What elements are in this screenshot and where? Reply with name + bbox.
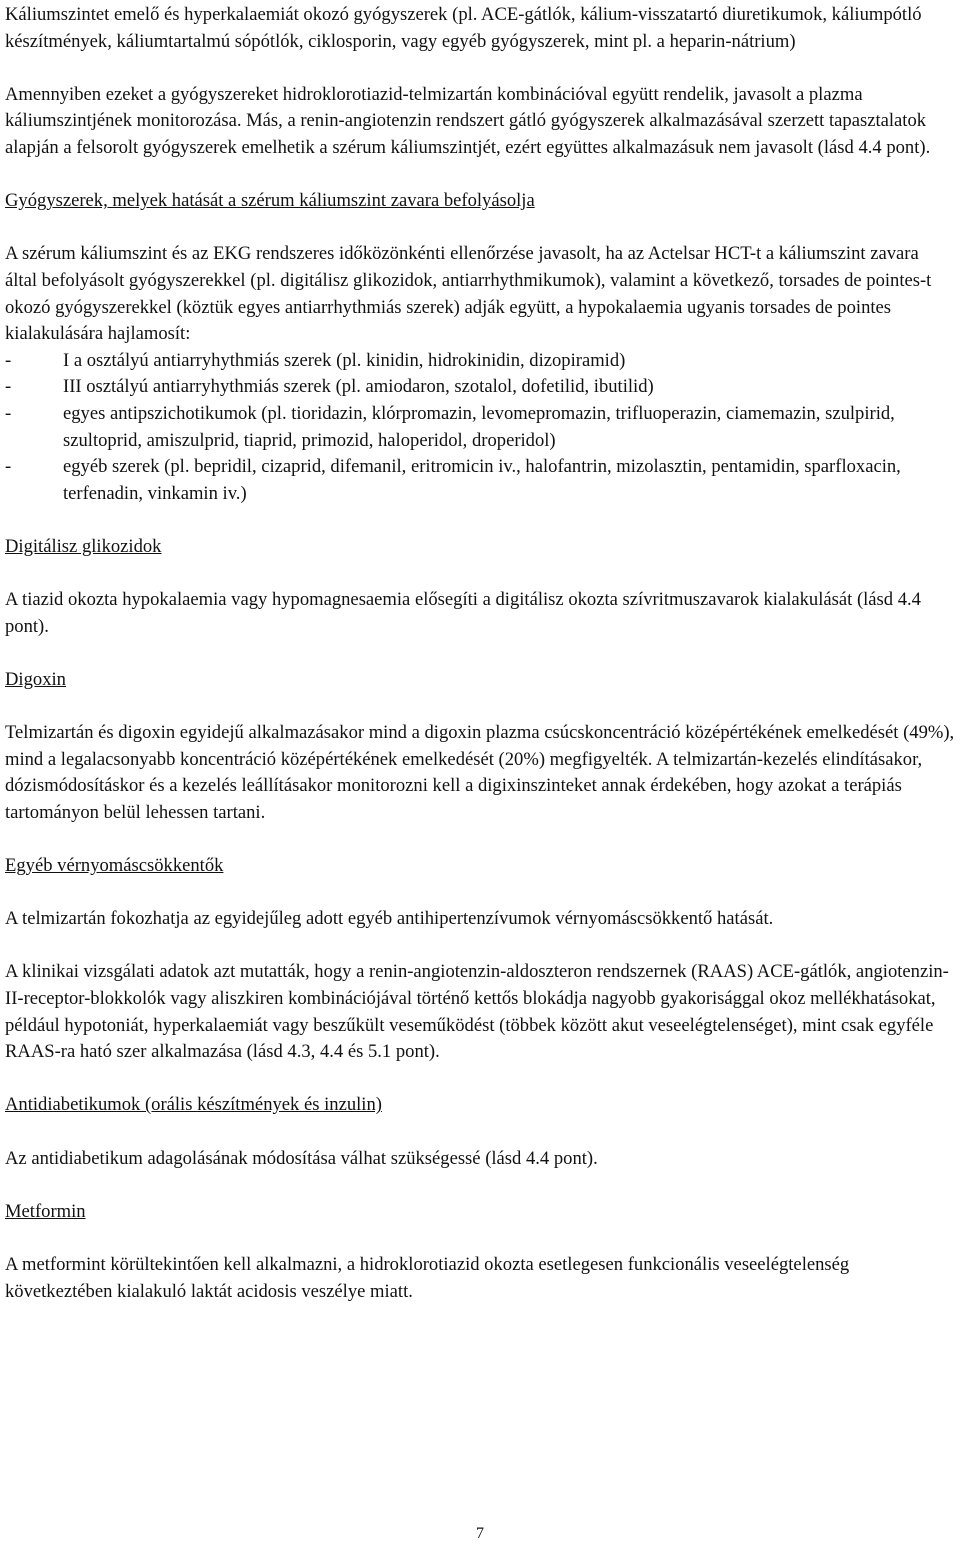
- section-heading: Digitálisz glikozidok: [5, 535, 162, 557]
- intro-paragraph-2: Amennyiben ezeket a gyógyszereket hidroklorotiazid-telmizartán kombinációval együtt rendelik, javasolt a plazma káliumszintjének monitorozása. Más, a renin-angiotenzin rendszert gátló gyógyszerek alkalmazásával szerzett tapasztalatok alapján a felsorolt gyógyszerek emelhetik a szérum káliumszintjét, ezért együttes alkalmazásuk nem javasolt (lásd 4.4 pont).: [5, 83, 931, 158]
- section-paragraph: Az antidiabetikum adagolásának módosítása válhat szükségessé (lásd 4.4 pont).: [5, 1147, 598, 1169]
- intro-paragraph-1: Káliumszintet emelő és hyperkalaemiát okozó gyógyszerek (pl. ACE-gátlók, kálium-visszatartó diuretikumok, káliumpótló készítmények, káliumtartalmú sópótlók, ciklosporin, vagy egyéb gyógyszerek, mint pl. a heparin-nátrium): [5, 4, 922, 52]
- list-dash: -: [5, 402, 12, 424]
- list-dash: -: [5, 376, 12, 398]
- section-paragraph: A szérum káliumszint és az EKG rendszeres időközönkénti ellenőrzése javasolt, ha az Actelsar HCT-t a káliumszint zavara által befolyásolt gyógyszerekkel (pl. digitálisz glikozidok, antiarrhythmikumok), valamint a következő, torsades de pointes-t okozó gyógyszerekkel (köztük egyes antiarrhythmiás szerek) adják együtt, a hypokalaemia ugyanis torsades de pointes kialakulására hajlamosít:: [5, 243, 932, 345]
- section-heading: Gyógyszerek, melyek hatását a szérum káliumszint zavara befolyásolja: [5, 190, 535, 212]
- section-heading: Metformin: [5, 1200, 86, 1222]
- document-page: [5, 2, 955, 1305]
- section-other-antihypertensives: [5, 853, 955, 1066]
- page-number: 7: [476, 1525, 484, 1542]
- section-paragraph: A tiazid okozta hypokalaemia vagy hypomagnesaemia elősegíti a digitálisz okozta szívritmuszavarok kialakulását (lásd 4.4 pont).: [5, 589, 921, 637]
- section-heading: Antidiabetikumok (orális készítmények és inzulin): [5, 1094, 382, 1116]
- section-heading: Digoxin: [5, 668, 66, 690]
- list-item: [5, 454, 955, 507]
- section-metformin: [5, 1199, 955, 1305]
- section-paragraph: Telmizartán és digoxin egyidejű alkalmazásakor mind a digoxin plazma csúcskoncentráció középértékének emelkedését (49%), mind a legalacsonyabb koncentráció középértékének emelkedését (20%) megfigyelték. A telmizartán-kezelés elindításakor, dózismódosításkor és a kezelés leállításakor monitorozni kell a digixinszinteket annak érdekében, hogy azokat a terápiás tartományon belül lehessen tartani.: [5, 722, 955, 823]
- list-item: [5, 401, 955, 454]
- section-digitalis-glycosides: [5, 534, 955, 640]
- list-dash: -: [5, 349, 12, 371]
- list-item: [5, 374, 955, 401]
- list-item-text: egyes antipszichotikumok (pl. tioridazin, klórpromazin, levomepromazin, trifluoperazin, ciamemazin, szulpirid, szultoprid, amiszulprid, tiaprid, primozid, haloperidol, droperidol): [63, 402, 895, 451]
- list-dash: -: [5, 456, 12, 478]
- section-antidiabetics: [5, 1092, 955, 1172]
- section-heading: Egyéb vérnyomáscsökkentők: [5, 855, 224, 876]
- list-item-text: III osztályú antiarryhythmiás szerek (pl. amiodaron, szotalol, dofetilid, ibutilid): [63, 376, 654, 398]
- section-digoxin: [5, 667, 955, 827]
- list-item-text: egyéb szerek (pl. bepridil, cizaprid, difemanil, eritromicin iv., halofantrin, mizolasztin, pentamidin, sparfloxacin, terfenadin, vinkamin iv.): [63, 456, 901, 504]
- list-item-text: I a osztályú antiarryhythmiás szerek (pl. kinidin, hidrokinidin, dizopiramid): [63, 349, 626, 371]
- section-paragraph: A metformint körültekintően kell alkalmazni, a hidroklorotiazid okozta esetlegesen funkcionális veseelégtelenség következtében kialakuló laktát acidosis veszélye miatt.: [5, 1253, 850, 1302]
- drug-list: [5, 348, 955, 508]
- list-item: [5, 348, 955, 375]
- section-paragraph: A klinikai vizsgálati adatok azt mutatták, hogy a renin-angiotenzin-aldoszteron rendszernek (RAAS) ACE-gátlók, angiotenzin-II-receptor-blokkolók vagy aliszkiren kombinációjával történő kettős blokádja nagyobb gyakorisággal okoz mellékhatásokat, például hypotoniát, hyperkalaemiát vagy beszűkült veseműködést (többek között akut veseelégtelenséget), mint csak egyféle RAAS-ra ható szer alkalmazása (lásd 4.3, 4.4 és 5.1 pont).: [5, 961, 949, 1063]
- section-potassium-sensitive-drugs: [5, 188, 955, 507]
- section-paragraph: A telmizartán fokozhatja az egyidejűleg adott egyéb antihipertenzívumok vérnyomáscsökkentő hatását.: [5, 908, 774, 930]
